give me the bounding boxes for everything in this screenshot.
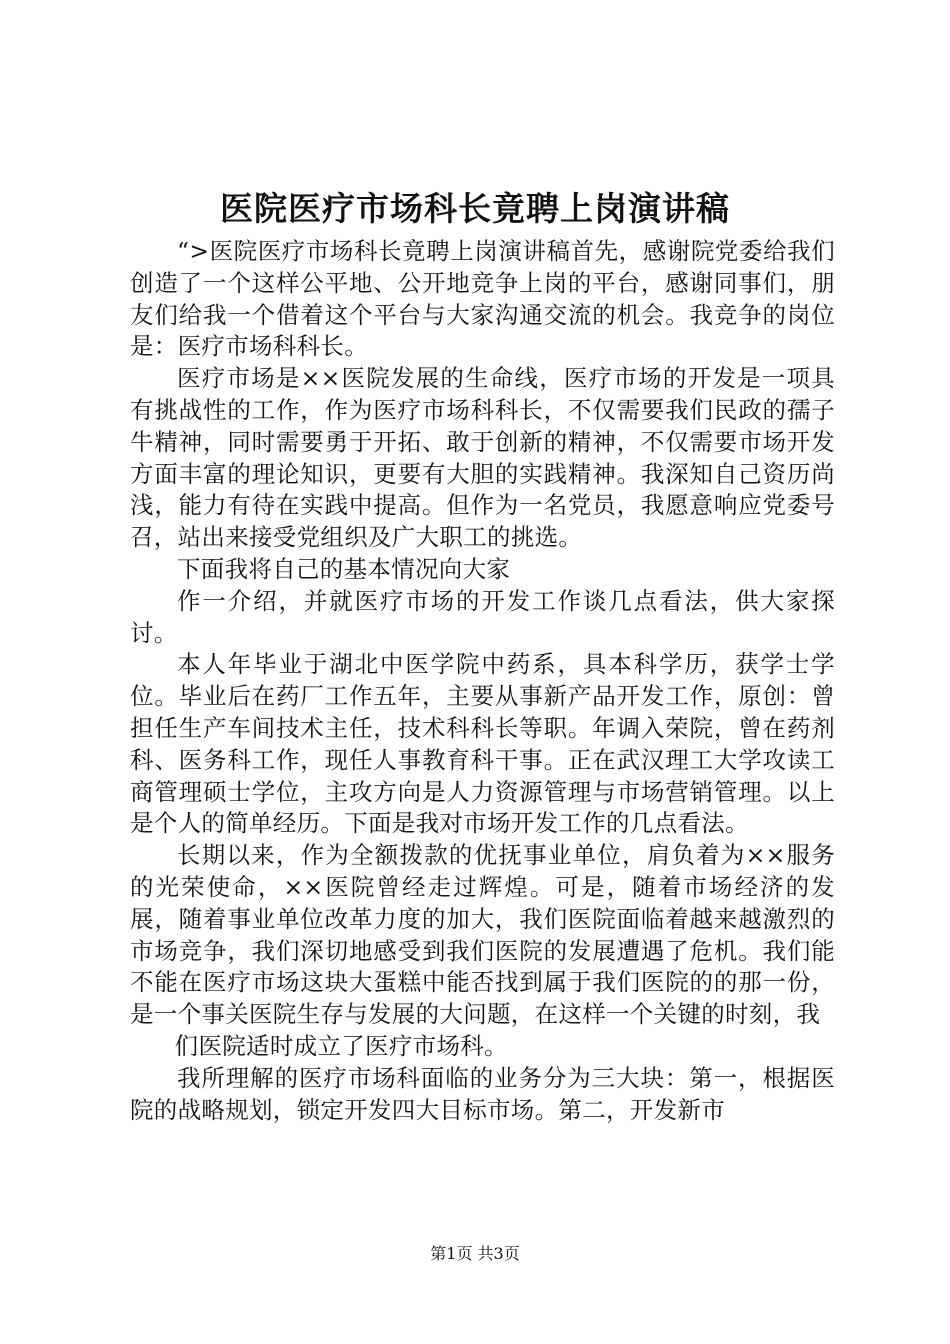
paragraph-5: 本人年毕业于湖北中医学院中药系，具本科学历，获学士学位。毕业后在药厂工作五年，主要从事新产品开发工作，原创：曾担任生产车间技术主任，技术科科长等职。年调入荣院，曾在药剂科、医务科工作，现任人事教育科干事。正在武汉理工大学攻读工商管理硕士学位，主攻方向是人力资源管理与市场营销管理。以上是个人的简单经历。下面是我对市场开发工作的几点看法。: [130, 650, 835, 838]
document-body: [130, 236, 835, 1126]
paragraph-3: 下面我将自己的基本情况向大家: [177, 554, 511, 583]
page-footer: 第1页 共3页: [430, 1244, 520, 1263]
paragraph-8: 我所理解的医疗市场科面临的业务分为三大块：第一，根据医院的战略规划，锁定开发四大目标市场。第二，开发新市: [130, 1063, 835, 1124]
paragraph-4: 作一介绍，并就医疗市场的开发工作谈几点看法，供大家探讨。: [130, 586, 835, 647]
paragraph-6: 长期以来，作为全额拨款的优抚事业单位，肩负着为××服务的光荣使命，××医院曾经走过辉煌。可是，随着市场经济的发展，随着事业单位改革力度的加大，我们医院面临着越来越激烈的市场竞争，我们深切地感受到我们医院的发展遭遇了危机。我们能不能在医疗市场这块大蛋糕中能否找到属于我们医院的的那一份，是一个事关医院生存与发展的大问题，在这样一个关键的时刻，我: [130, 841, 835, 1029]
paragraph-1: “>医院医疗市场科长竟聘上岗演讲稿首先，感谢院党委给我们创造了一个这样公平地、公开地竞争上岗的平台，感谢同事们，朋友们给我一个借着这个平台与大家沟通交流的机会。我竞争的岗位是：医疗市场科科长。: [130, 237, 835, 361]
document-title: 医院医疗市场科长竟聘上岗演讲稿: [220, 189, 730, 228]
paragraph-2: 医疗市场是××医院发展的生命线，医疗市场的开发是一项具有挑战性的工作，作为医疗市场科科长，不仅需要我们民政的孺子牛精神，同时需要勇于开拓、敢于创新的精神，不仅需要市场开发方面丰富的理论知识，更要有大胆的实践精神。我深知自己资历尚浅，能力有待在实践中提高。但作为一名党员，我愿意响应党委号召，站出来接受党组织及广大职工的挑选。: [130, 364, 835, 552]
paragraph-7: 们医院适时成立了医疗市场科。: [174, 1031, 508, 1060]
